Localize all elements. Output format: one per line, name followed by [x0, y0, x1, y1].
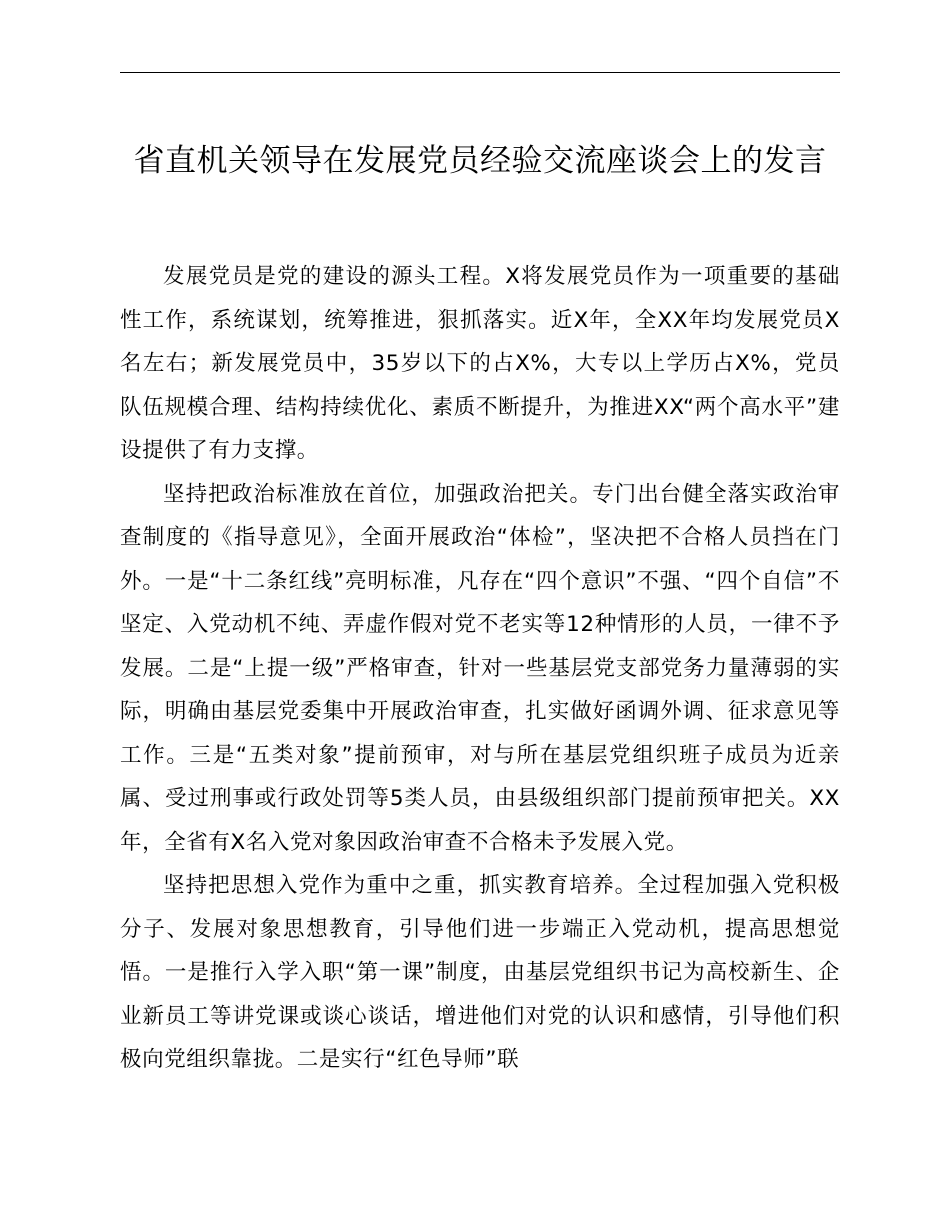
paragraph-intro: 发展党员是党的建设的源头工程。X将发展党员作为一项重要的基础性工作，系统谋划，统筹推进，狠抓落实。近X年，全XX年均发展党员X名左右；新发展党员中，35岁以下的占X%，大专以上学历占X%，党员队伍规模合理、结构持续优化、素质不断提升，为推进XX“两个高水平”建设提供了有力支撑。 [120, 264, 840, 463]
paragraph-political-standard: 坚持把政治标准放在首位，加强政治把关。专门出台健全落实政治审查制度的《指导意见》，全面开展政治“体检”，坚决把不合格人员挡在门外。一是“十二条红线”亮明标准，凡存在“四个意识”不强、“四个自信”不坚定、入党动机不纯、弄虚作假对党不老实等12种情形的人员，一律不予发展。二是“上提一级”严格审查，针对一些基层党支部党务力量薄弱的实际，明确由基层党委集中开展政治审查，扎实做好函调外调、征求意见等工作。三是“五类对象”提前预审，对与所在基层党组织班子成员为近亲属、受过刑事或行政处罚等5类人员，由县级组织部门提前预审把关。XX年，全省有X名入党对象因政治审查不合格未予发展入党。 [120, 481, 840, 855]
document-title: 省直机关领导在发展党员经验交流座谈会上的发言 [133, 143, 827, 179]
header-rule [120, 72, 840, 73]
document-body [120, 255, 840, 1082]
paragraph-ideological-education: 坚持把思想入党作为重中之重，抓实教育培养。全过程加强入党积极分子、发展对象思想教育，引导他们进一步端正入党动机，提高思想觉悟。一是推行入学入职“第一课”制度，由基层党组织书记为高校新生、企业新员工等讲党课或谈心谈话，增进他们对党的认识和感情，引导他们积极向党组织靠拢。二是实行“红色导师”联 [120, 873, 840, 1072]
